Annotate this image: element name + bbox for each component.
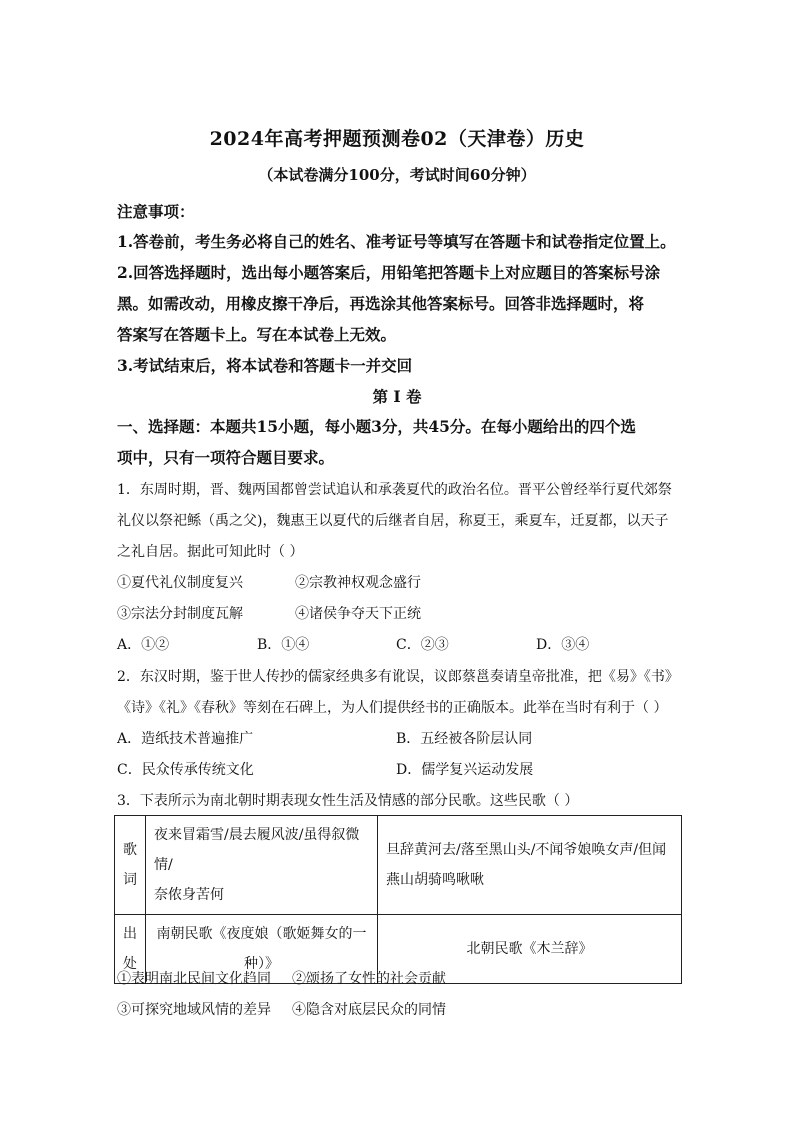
section-title: 第 I 卷: [372, 387, 422, 406]
q2-option-d[interactable]: D．儒学复兴运动发展: [396, 762, 534, 778]
south-lyrics-cell: [146, 816, 378, 915]
q1-option-b[interactable]: B．①④: [257, 637, 310, 653]
q1-option-a[interactable]: A．①②: [117, 637, 170, 653]
q1-statement-1: ①夏代礼仪制度复兴: [117, 575, 243, 591]
north-source-cell: 北朝民歌《木兰辞》: [378, 915, 682, 984]
south-source-line-2: 种）》: [244, 956, 279, 972]
q1-option-c[interactable]: C．②③: [396, 637, 449, 653]
north-lyrics-cell: [378, 816, 682, 915]
folk-song-table: [114, 815, 682, 984]
north-lyrics-line-1: 旦辞黄河去/落至黑山头/不闻爷娘唤女声/但闻: [386, 842, 667, 858]
notice-heading: 注意事项：: [117, 202, 195, 221]
q1-statement-2: ②宗教神权观念盛行: [295, 575, 421, 591]
q2-option-b[interactable]: B．五经被各阶层认同: [396, 731, 533, 747]
notice-item-2-line-3: 答案写在答题卡上。写在本试卷上无效。: [117, 325, 397, 344]
q1-option-d[interactable]: D．③④: [536, 637, 590, 653]
q2-option-c[interactable]: C．民众传承传统文化: [117, 762, 254, 778]
q3-stem: 3．下表所示为南北朝时期表现女性生活及情感的部分民歌。这些民歌（ ）: [117, 793, 579, 809]
notice-item-2-line-2: 黑。如需改动，用橡皮擦干净后，再选涂其他答案标号。回答非选择题时，将: [117, 294, 645, 313]
notice-item-1: 1.答卷前，考生务必将自己的姓名、准考证号等填写在答题卡和试卷指定位置上。: [117, 232, 676, 251]
exam-title: 2024年高考押题预测卷02（天津卷）历史: [209, 128, 585, 150]
table-row-lyrics: [115, 816, 682, 915]
part1-instructions-line-2: 项中，只有一项符合题目要求。: [117, 448, 335, 467]
row-header-lyrics: 歌词: [115, 816, 146, 915]
notice-item-2-line-1: 2.回答选择题时，选出每小题答案后，用铅笔把答题卡上对应题目的答案标号涂: [117, 263, 661, 282]
q3-statement-3: ③可探究地域风情的差异: [117, 1002, 271, 1018]
row-header-source: 出处: [115, 915, 146, 984]
q2-stem-line-1: 2．东汉时期，鉴于世人传抄的儒家经典多有讹误，议郎蔡邕奏请皇帝批准，把《易》《书》: [117, 669, 679, 685]
exam-subtitle: （本试卷满分100分，考试时间60分钟）: [258, 166, 536, 184]
q1-statement-4: ④诸侯争夺天下正统: [295, 606, 421, 622]
q1-statement-3: ③宗法分封制度瓦解: [117, 606, 243, 622]
q3-statement-4: ④隐含对底层民众的同情: [292, 1002, 446, 1018]
south-lyrics-line-2: 奈侬身苦何: [154, 887, 224, 903]
south-lyrics-line-1: 夜来冒霜雪/晨去履风波/虽得叙微情/: [154, 827, 360, 873]
part1-instructions-line-1: 一、选择题：本题共15小题，每小题3分，共45分。在每小题给出的四个选: [117, 417, 636, 436]
q3-statement-1: ①表明南北民间文化趋同: [117, 971, 271, 987]
q2-option-a[interactable]: A．造纸技术普遍推广: [117, 731, 254, 747]
q1-stem-line-3: 之礼自居。据此可知此时（ ）: [117, 544, 304, 560]
q1-stem-line-2: 礼仪以祭祀鲧（禹之父)，魏惠王以夏代的后继者自居，称夏王，乘夏车，迁夏都，以天子: [117, 513, 669, 529]
south-source-line-1: 南朝民歌《夜度娘（歌姬舞女的一: [156, 926, 367, 942]
notice-item-3: 3.考试结束后，将本试卷和答题卡一并交回: [117, 356, 413, 375]
q2-stem-line-2: 《诗》《礼》《春秋》等刻在石碑上，为人们提供经书的正确版本。此举在当时有利于（ ）: [117, 700, 668, 716]
q1-stem-line-1: 1．东周时期，晋、魏两国都曾尝试追认和承袭夏代的政治名位。晋平公曾经举行夏代郊祭: [117, 482, 672, 498]
north-lyrics-line-2: 燕山胡骑鸣啾啾: [386, 872, 484, 888]
q3-statement-2: ②颂扬了女性的社会贡献: [292, 971, 446, 987]
